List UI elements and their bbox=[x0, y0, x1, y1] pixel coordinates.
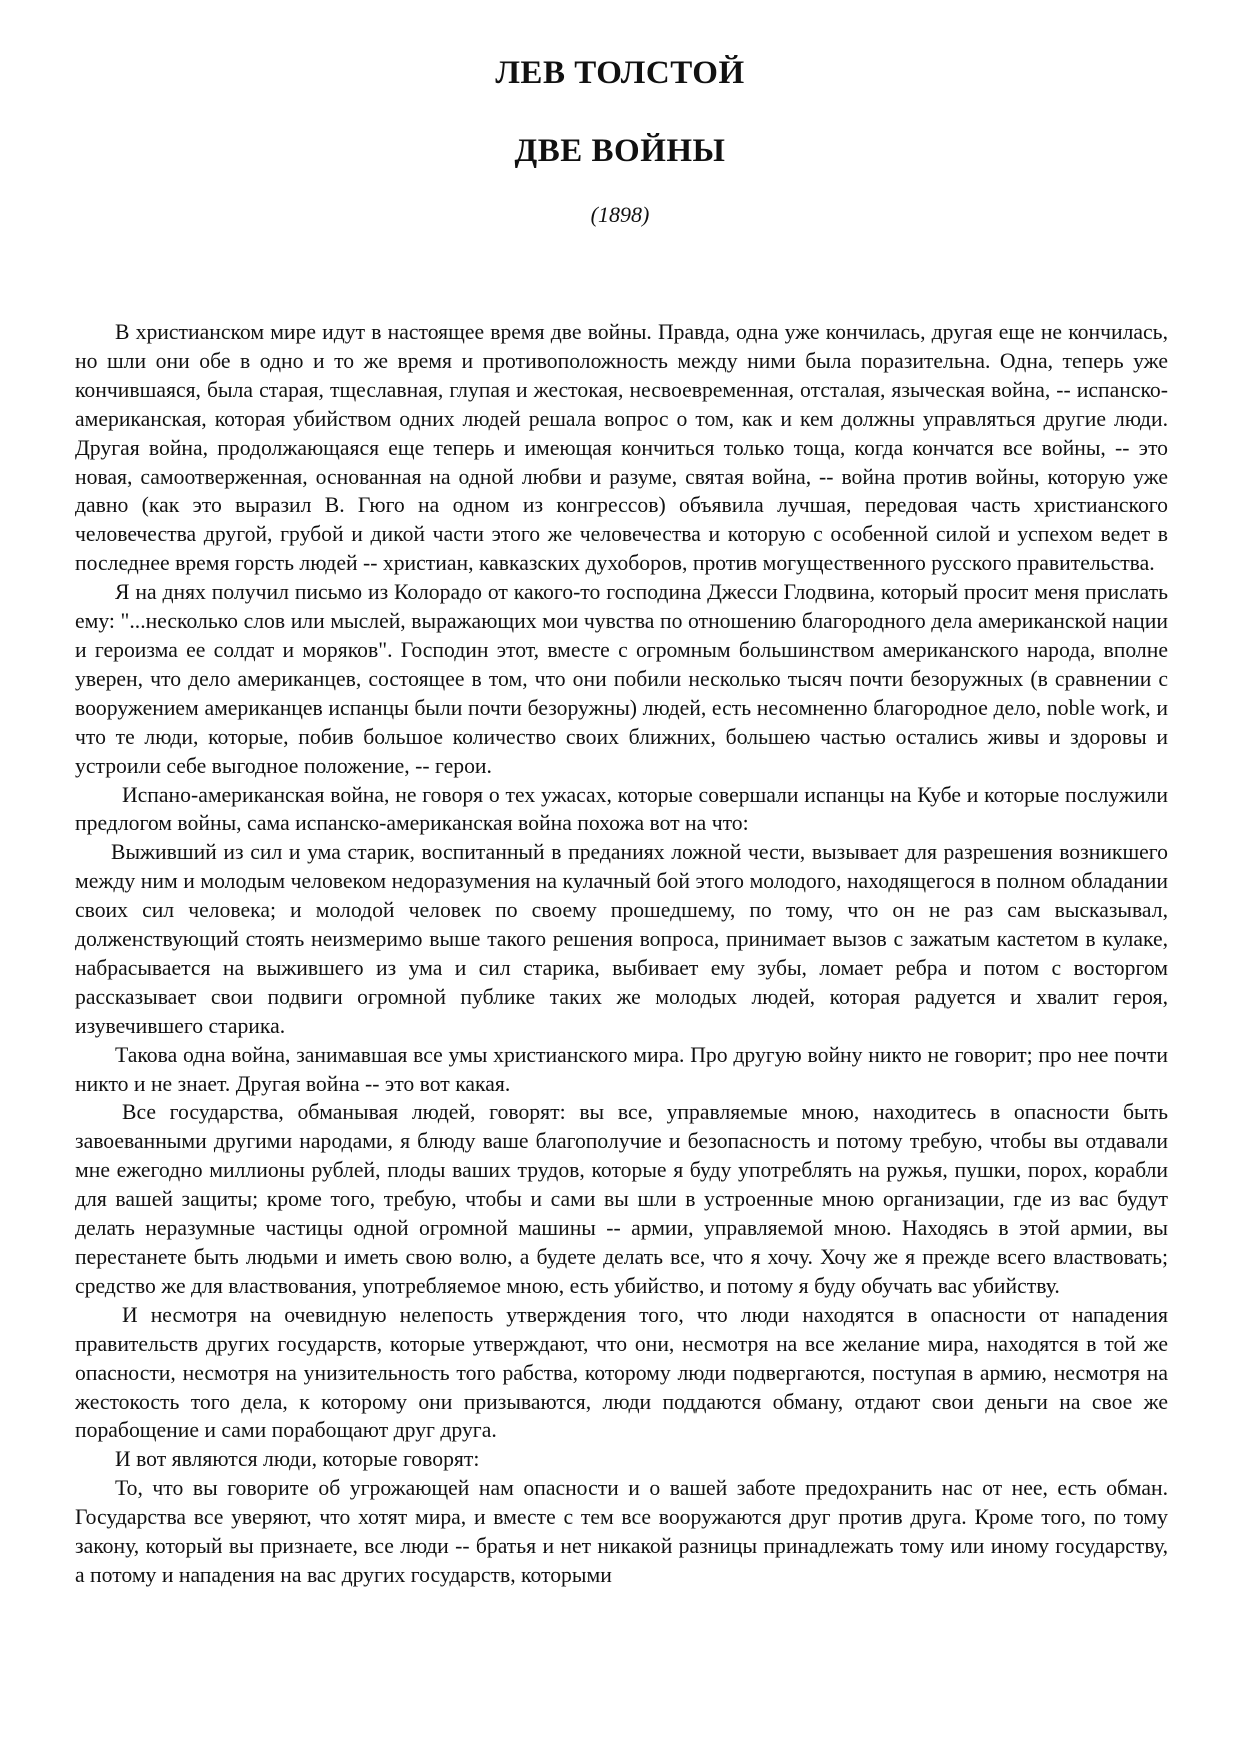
paragraph: Испано-американская война, не говоря о тех ужасах, которые совершали испанцы на Кубе и которые послужили предлогом войны, сама испанско-американская война похожа вот на что: bbox=[75, 782, 1168, 836]
body-text bbox=[75, 318, 1168, 1590]
publication-year: (1898) bbox=[590, 202, 650, 227]
paragraph: В христианском мире идут в настоящее время две войны. Правда, одна уже кончилась, другая еще не кончилась, но шли они обе в одно и то же время и противоположность между ними была поразительна. Одна, теперь уже кончившаяся, была старая, тщеславная, глупая и жестокая, несвоевременная, отсталая, языческая война, -- испанско-американская, которая убийством одних людей решала вопрос о том, как и кем должны управляться другие люди. Другая война, продолжающаяся еще теперь и имеющая кончиться только тоща, когда кончатся все войны, -- это новая, самоотверженная, основанная на одной любви и разуме, святая война, -- война против войны, которую уже давно (как это выразил В. Гюго на одном из конгрессов) объявила лучшая, передовая часть христианского человечества другой, грубой и дикой части этого же человечества и которую с особенной силой и успехом ведет в последнее время горсть людей -- христиан, кавказских духоборов, против могущественного русского правительства. bbox=[75, 320, 1168, 576]
page-title: ДВЕ ВОЙНЫ bbox=[514, 133, 726, 169]
paragraph: Такова одна война, занимавшая все умы христианского мира. Про другую войну никто не говорит; про нее почти никто и не знает. Другая война -- это вот какая. bbox=[75, 1042, 1168, 1096]
paragraph: И вот являются люди, которые говорят: bbox=[115, 1447, 480, 1472]
paragraph: И несмотря на очевидную нелепость утверждения того, что люди находятся в опасности от нападения правительств других государств, которые утверждают, что они, несмотря на все желание мира, находятся в той же опасности, несмотря на унизительность того рабства, которому люди подвергаются, поступая в армию, несмотря на жестокость того дела, к которому они призываются, люди поддаются обману, отдают свои деньги на свое же порабощение и сами порабощают друг друга. bbox=[75, 1302, 1168, 1443]
paragraph: Все государства, обманывая людей, говорят: вы все, управляемые мною, находитесь в опасности быть завоеванными другими народами, я блюду ваше благополучие и безопасность и потому требую, чтобы вы отдавали мне ежегодно миллионы рублей, плоды ваших трудов, которые я буду употреблять на ружья, пушки, порох, корабли для вашей защиты; кроме того, требую, чтобы и сами вы шли в устроенные мною организации, где из вас будут делать неразумные частицы одной огромной машины -- армии, управляемой мною. Находясь в этой армии, вы перестанете быть людьми и иметь свою волю, а будете делать все, что я хочу. Хочу же я прежде всего властвовать; средство же для властвования, употребляемое мною, есть убийство, и потому я буду обучать вас убийству. bbox=[75, 1100, 1168, 1298]
paragraph: Я на днях получил письмо из Колорадо от какого-то господина Джесси Глодвина, который просит меня прислать ему: "...несколько слов или мыслей, выражающих мои чувства по отношению благородного дела американской нации и героизма ее солдат и моряков". Господин этот, вместе с огромным большинством американского народа, вполне уверен, что дело американцев, состоящее в том, что они побили несколько тысяч почти безоружных (в сравнении с вооружением американцев испанцы были почти безоружны) людей, есть несомненно благородное дело, noble work, и что те люди, которые, побив большое количество своих ближних, большею частью остались живы и здоровы и устроили себе выгодное положение, -- герои. bbox=[75, 580, 1168, 778]
paragraph: То, что вы говорите об угрожающей нам опасности и о вашей заботе предохранить нас от нее, есть обман. Государства все уверяют, что хотят мира, и вместе с тем все вооружаются друг против друга. Кроме того, по тому закону, который вы признаете, все люди -- братья и нет никакой разницы принадлежать тому или иному государству, а потому и нападения на вас других государств, которыми bbox=[75, 1476, 1168, 1587]
author-heading: ЛЕВ ТОЛСТОЙ bbox=[495, 55, 745, 91]
paragraph: Выживший из сил и ума старик, воспитанный в преданиях ложной чести, вызывает для разрешения возникшего между ним и молодым человеком недоразумения на кулачный бой этого молодого, находящегося в полном обладании своих сил человека; и молодой человек по своему прошедшему, по тому, что он не раз сам высказывал, долженствующий стоять неизмеримо выше такого решения вопроса, принимает вызов с зажатым кастетом в кулаке, набрасывается на выжившего из ума и сил старика, выбивает ему зубы, ломает ребра и потом с восторгом рассказывает свои подвиги огромной публике таких же молодых людей, которая радуется и хвалит героя, изувечившего старика. bbox=[75, 840, 1168, 1038]
